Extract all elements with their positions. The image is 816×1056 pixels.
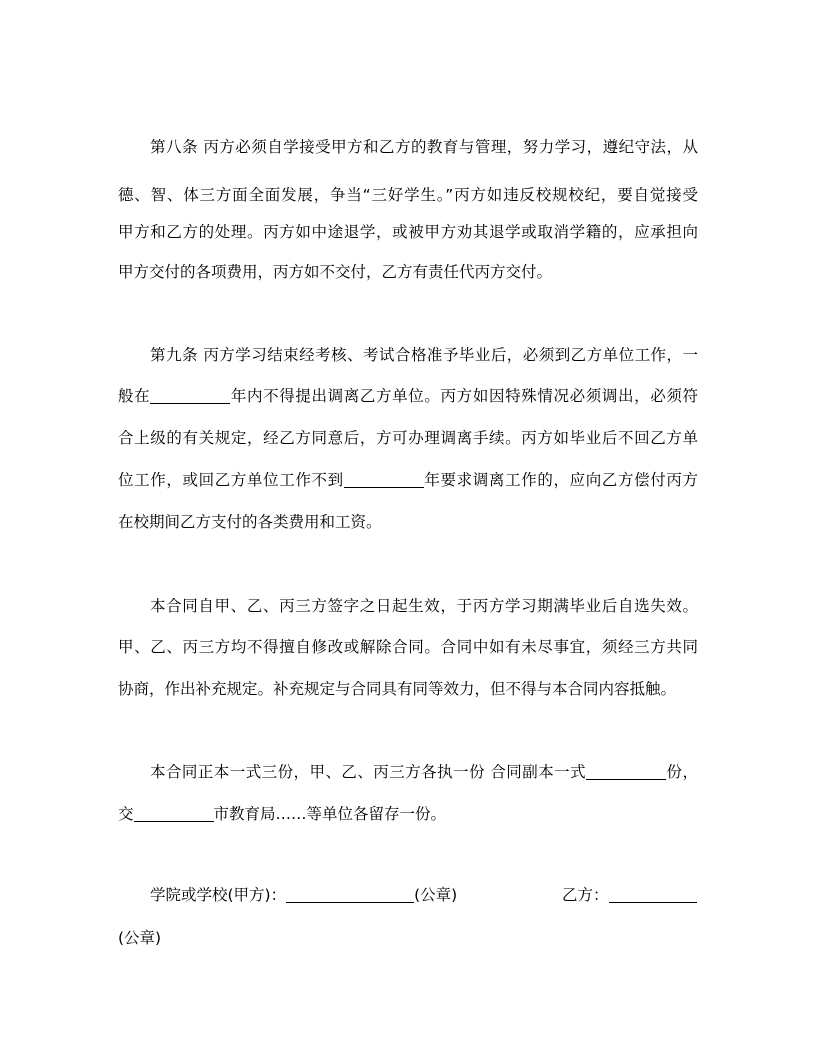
article-8-line-4: 甲方交付的各项费用，丙方如不交付，乙方有责任代丙方交付。	[118, 263, 553, 281]
party-a-signature-field	[286, 886, 414, 903]
article-8-line-2: 德、智、体三方面全面发展，争当“三好学生。”丙方如违反校规校纪，要自觉接受	[118, 186, 698, 204]
blank-years-field-2	[344, 471, 424, 488]
article-9-line-2-part-b: 年内不得提出调离乙方单位。丙方如因特殊情况必须调出，必须符	[230, 387, 698, 405]
blank-copies-count-field	[586, 763, 666, 780]
party-b-signature	[562, 885, 697, 905]
article-8-line-3: 甲方和乙方的处理。丙方如中途退学，或被甲方劝其退学或取消学籍的，应承担向	[118, 223, 698, 241]
copies-line-1-part-b: 合同副本一式	[490, 763, 587, 781]
party-a-seal: (公章)	[414, 886, 458, 904]
party-a-signature	[150, 885, 457, 905]
article-9-line-3: 合上级的有关规定，经乙方同意后，方可办理调离手续。丙方如毕业后不回乙方单	[118, 429, 698, 447]
party-b-signature-field	[609, 886, 697, 903]
copies-line-2-part-b: 市教育局……等单位各留存一份。	[213, 805, 447, 823]
effect-line-3: 协商，作出补充规定。补充规定与合同具有同等效力，但不得与本合同内容抵触。	[118, 680, 677, 698]
article-9-line-2-part-a: 般在	[118, 387, 151, 405]
article-9-line-2	[118, 386, 698, 406]
party-b-label: 乙方：	[562, 886, 609, 904]
article-9-line-1: 第九条 丙方学习结束经考核、考试合格准予毕业后，必须到乙方单位工作，一	[150, 346, 698, 364]
blank-recipient-field	[134, 805, 214, 822]
article-9-line-4-part-a: 位工作，或回乙方单位工作不到	[118, 471, 344, 489]
copies-line-1	[118, 762, 698, 782]
effect-line-1: 本合同自甲、乙、丙三方签字之日起生效，于丙方学习期满毕业后自选失效。	[150, 597, 698, 615]
copies-line-2	[118, 804, 698, 824]
copies-line-1-part-a: 本合同正本一式三份，甲、乙、丙三方各执一份	[150, 763, 485, 781]
effect-line-2: 甲、乙、丙三方均不得擅自修改或解除合同。合同中如有未尽事宜，须经三方共同	[118, 638, 698, 656]
article-9-line-5: 在校期间乙方支付的各类费用和工资。	[118, 513, 382, 531]
blank-years-field	[150, 387, 230, 404]
party-a-label: 学院或学校(甲方)：	[150, 886, 287, 904]
copies-line-1-part-c: 份，	[666, 763, 698, 781]
article-9-line-4	[118, 470, 698, 490]
article-8-line-1: 第八条 丙方必须自学接受甲方和乙方的教育与管理，努力学习，遵纪守法，从	[150, 138, 698, 156]
article-9-line-4-part-b: 年要求调离工作的，应向乙方偿付丙方	[423, 471, 698, 489]
party-b-seal: (公章)	[118, 929, 162, 947]
copies-line-2-part-a: 交	[118, 805, 134, 823]
